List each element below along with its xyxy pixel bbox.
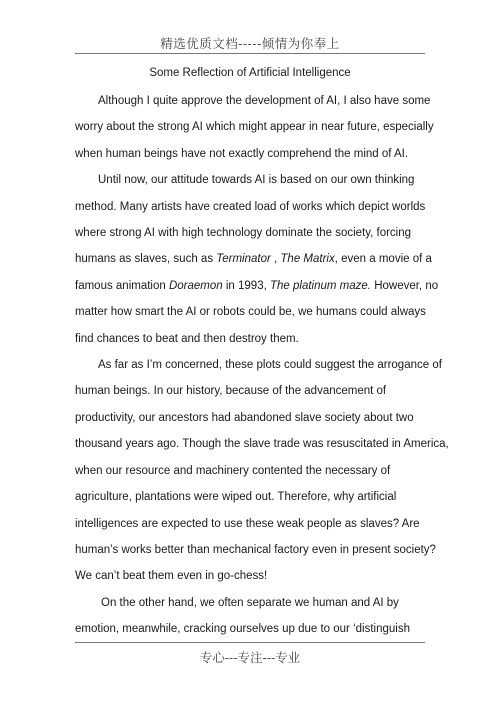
header-divider — [75, 53, 425, 54]
text-line: human beings. In our history, because of the advancement of — [75, 385, 387, 398]
document-body — [75, 88, 449, 643]
paragraph-2 — [75, 167, 439, 352]
text-run: , even a movie of a — [334, 253, 432, 266]
text-line: agriculture, plantations were wiped out. Therefore, why artificial — [75, 491, 397, 504]
text-line: thousand years ago. Though the slave trade was resuscitated in America, — [75, 438, 449, 451]
page-footer: 专心---专注---专业 — [199, 650, 301, 665]
text-line — [75, 273, 439, 299]
text-line: find chances to beat and then destroy them. — [75, 332, 299, 345]
text-line: Although I quite approve the development of AI, I also have some — [98, 95, 431, 107]
work-title-platinum-maze: The platinum maze. — [270, 279, 371, 292]
page-header: 精选优质文档-----倾情为你奉上 — [160, 36, 340, 51]
text-line: worry about the strong AI which might appear in near future, especially — [75, 121, 434, 134]
text-run: humans as slaves, such as — [75, 253, 217, 266]
work-title-doraemon: Doraemon — [168, 279, 223, 292]
text-run: in 1993, — [222, 279, 270, 292]
footer-divider — [75, 642, 425, 643]
text-line: where strong AI with high technology dominate the society, forcing — [75, 227, 412, 240]
text-line: We can’t beat them even in go-chess! — [75, 570, 268, 583]
text-line: method. Many artists have created load of works which depict worlds — [75, 200, 426, 213]
text-line: human’s works better than mechanical factory even in present society? — [75, 543, 436, 556]
document-title: Some Reflection of Artificial Intelligence — [149, 67, 351, 79]
text-line: when human beings have not exactly comprehend the mind of AI. — [75, 147, 409, 160]
text-line: On the other hand, we often separate we human and AI by — [101, 596, 399, 609]
text-line: intelligences are expected to use these weak people as slaves? Are — [75, 517, 420, 530]
paragraph-4 — [75, 590, 425, 643]
work-title-terminator: Terminator — [216, 253, 271, 266]
paragraph-3 — [75, 352, 449, 590]
text-line: Until now, our attitude towards AI is based on our own thinking — [98, 174, 415, 187]
text-line: productivity, our ancestors had abandoned slave society about two — [75, 411, 414, 424]
work-title-the-matrix: The Matrix — [280, 253, 335, 266]
paragraph-1 — [75, 88, 434, 167]
text-line — [75, 246, 432, 272]
text-line: when our resource and machinery contented the necessary of — [75, 464, 391, 477]
text-line: As far as I’m concerned, these plots could suggest the arrogance of — [98, 359, 442, 372]
text-run: , — [270, 253, 281, 266]
text-run: However, no — [371, 279, 439, 292]
text-run: famous animation — [75, 279, 169, 292]
text-line: emotion, meanwhile, cracking ourselves up due to our ‘distinguish — [75, 623, 410, 636]
text-line: matter how smart the AI or robots could be, we humans could always — [75, 306, 426, 319]
